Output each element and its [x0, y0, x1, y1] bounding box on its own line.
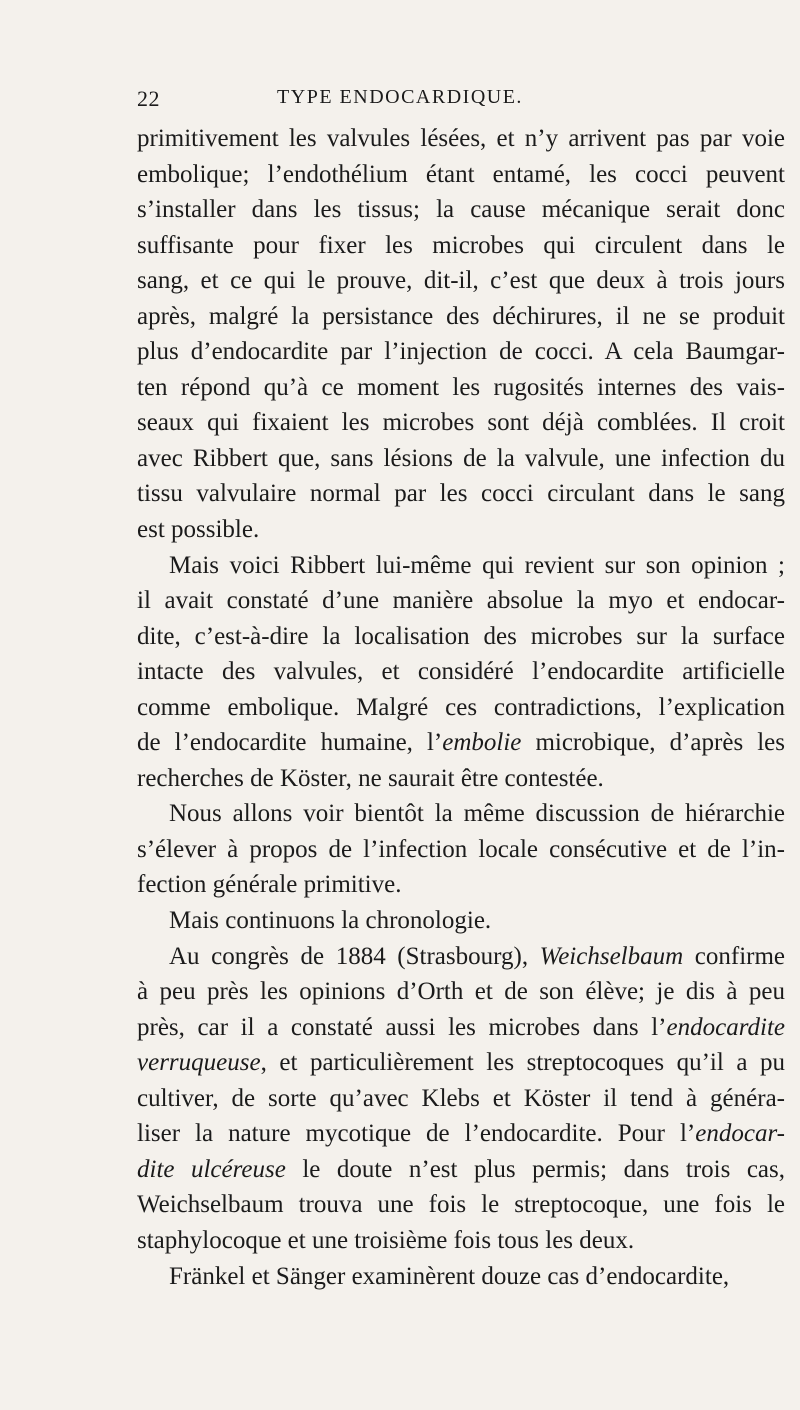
text-line: dite ulcéreuse le doute n’est plus permis; dans trois cas,	[137, 1155, 785, 1183]
text-line: intacte des valvules, et considéré l’endocardite artificielle	[137, 658, 785, 686]
text-line: tissu valvulaire normal par les cocci circulant dans le sang	[137, 480, 785, 508]
text-line: après, malgré la persistance des déchirures, il ne se produit	[137, 302, 785, 330]
text-line: fection générale primitive.	[137, 871, 402, 899]
text-line: Nous allons voir bientôt la même discussion de hiérarchie	[169, 800, 785, 828]
text-line: recherches de Köster, ne saurait être contestée.	[137, 764, 604, 792]
text-line: Mais voici Ribbert lui-même qui revient sur son opinion ;	[169, 551, 785, 579]
text-line: Fränkel et Sänger examinèrent douze cas d’endocardite,	[169, 1262, 730, 1290]
text-line: plus d’endocardite par l’injection de cocci. A cela Baumgar-	[137, 338, 785, 366]
page-header	[0, 86, 800, 116]
text-line: staphylocoque et une troisième fois tous les deux.	[137, 1226, 635, 1254]
text-line: embolique; l’endothélium étant entamé, les cocci peuvent	[137, 160, 785, 188]
text-line: dite, c’est-à-dire la localisation des microbes sur la surface	[137, 622, 785, 650]
text-line: ten répond qu’à ce moment les rugosités internes des vais-	[137, 373, 785, 401]
text-line: suffisante pour fixer les microbes qui circulent dans le	[137, 231, 785, 259]
text-line: il avait constaté d’une manière absolue la myo et endocar-	[137, 587, 785, 615]
text-line: s’élever à propos de l’infection locale consécutive et de l’in-	[137, 835, 785, 863]
body-text	[137, 121, 785, 1294]
text-line: primitivement les valvules lésées, et n’y arrivent pas par voie	[137, 125, 785, 152]
text-line: à peu près les opinions d’Orth et de son élève; je dis à peu	[137, 978, 785, 1006]
text-line: comme embolique. Malgré ces contradictions, l’explication	[137, 693, 785, 721]
running-title: TYPE ENDOCARDIQUE.	[277, 86, 523, 108]
text-line: près, car il a constaté aussi les microbes dans l’endocardite	[137, 1013, 785, 1041]
text-line: est possible.	[137, 516, 260, 544]
text-line: de l’endocardite humaine, l’embolie microbique, d’après les	[137, 729, 786, 757]
text-line: Mais continuons la chronologie.	[169, 907, 492, 935]
page-number: 22	[137, 86, 160, 111]
text-line: Au congrès de 1884 (Strasbourg), Weichselbaum confirme	[169, 942, 786, 970]
text-line: verruqueuse, et particulièrement les streptocoques qu’il a pu	[137, 1049, 785, 1077]
text-line: liser la nature mycotique de l’endocardite. Pour l’endocar-	[137, 1120, 785, 1148]
text-line: Weichselbaum trouva une fois le streptocoque, une fois le	[137, 1191, 785, 1219]
text-line: s’installer dans les tissus; la cause mécanique serait donc	[137, 196, 785, 224]
text-line: seaux qui fixaient les microbes sont déjà comblées. Il croit	[137, 409, 785, 437]
text-line: avec Ribbert que, sans lésions de la valvule, une infection du	[137, 444, 785, 472]
text-line: cultiver, de sorte qu’avec Klebs et Köster il tend à généra-	[137, 1084, 785, 1112]
text-line: sang, et ce qui le prouve, dit-il, c’est que deux à trois jours	[137, 267, 785, 295]
